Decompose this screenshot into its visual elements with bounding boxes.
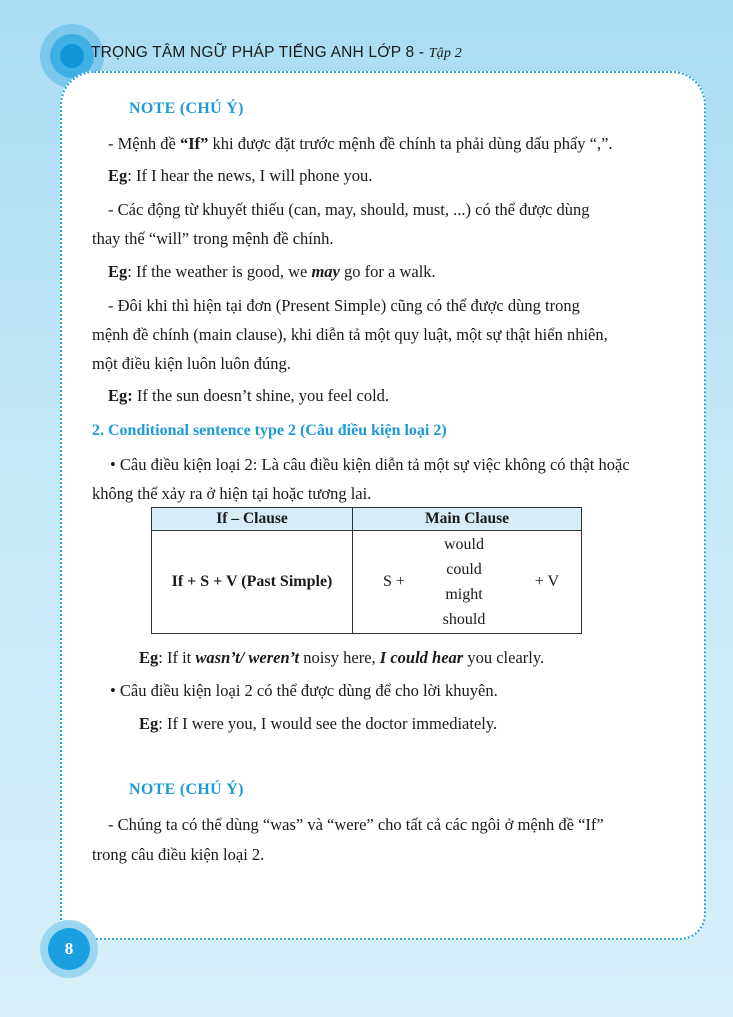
example-label: Eg xyxy=(108,166,128,185)
note-paragraph: - Đôi khi thì hiện tại đơn (Present Simple) cũng có thể được dùng trong xyxy=(108,296,580,315)
note-heading: NOTE (CHÚ Ý) xyxy=(129,100,244,117)
example-emphasis: I could hear xyxy=(379,648,464,667)
note-paragraph: - Các động từ khuyết thiếu (can, may, should, must, ...) có thể được dùng xyxy=(108,200,590,219)
note-paragraph: - Chúng ta có thể dùng “was” và “were” cho tất cả các ngôi ở mệnh đề “If” xyxy=(108,815,604,834)
example-label: Eg: xyxy=(108,386,133,405)
example-emphasis: may xyxy=(311,262,340,281)
note-heading: NOTE (CHÚ Ý) xyxy=(129,781,244,798)
bullet-paragraph: • Câu điều kiện loại 2: Là câu điều kiện diễn tả một sự việc không có thật hoặc xyxy=(110,455,630,474)
note-paragraph-cont: mệnh đề chính (main clause), khi diễn tả một quy luật, một sự thật hiển nhiên, xyxy=(92,325,608,344)
example-text: If the sun doesn’t shine, you feel cold. xyxy=(132,386,390,405)
text-run: - Mệnh đề xyxy=(108,134,180,153)
text-run: khi được đặt trước mệnh đề chính ta phải dùng dấu phẩy “,”. xyxy=(208,134,613,153)
book-volume: Tập 2 xyxy=(428,46,462,61)
grammar-table xyxy=(151,507,582,634)
note-paragraph xyxy=(108,134,613,154)
text-run-bold: “If” xyxy=(179,134,209,153)
example-text: : If I were you, I would see the doctor immediately. xyxy=(158,714,498,733)
book-title-text: TRỌNG TÂM NGỮ PHÁP TIẾNG ANH LỚP 8 - xyxy=(91,44,429,61)
bullet-paragraph: • Câu điều kiện loại 2 có thể được dùng để cho lời khuyên. xyxy=(110,681,498,700)
table-header-if-clause: If – Clause xyxy=(152,508,353,531)
example-label: Eg xyxy=(139,648,159,667)
example-text: noisy here, xyxy=(299,648,380,667)
modal-verb: would xyxy=(444,536,484,553)
note-paragraph-cont: một điều kiện luôn luôn đúng. xyxy=(92,354,291,373)
example-emphasis: wasn’t/ weren’t xyxy=(195,648,300,667)
example-text: go for a walk. xyxy=(339,262,436,281)
table-header-main-clause: Main Clause xyxy=(353,508,582,531)
example xyxy=(139,714,497,734)
page-number: 8 xyxy=(48,928,90,970)
example xyxy=(108,166,372,186)
modal-verb: could xyxy=(446,561,482,578)
book-title xyxy=(91,44,462,62)
example xyxy=(139,648,544,668)
modal-verb: might xyxy=(445,586,483,603)
note-paragraph-cont: thay thế “will” trong mệnh đề chính. xyxy=(92,229,334,248)
example xyxy=(108,386,389,406)
example-label: Eg xyxy=(108,262,128,281)
example xyxy=(108,262,436,282)
main-clause-verb: + V xyxy=(534,573,559,590)
example-text: : If the weather is good, we xyxy=(127,262,312,281)
bullet-paragraph-cont: không thể xảy ra ở hiện tại hoặc tương lai. xyxy=(92,484,372,503)
modal-verb-list xyxy=(441,535,487,635)
example-text: : If I hear the news, I will phone you. xyxy=(127,166,373,185)
example-text: : If it xyxy=(158,648,196,667)
header-decoration-inner xyxy=(60,44,84,68)
example-label: Eg xyxy=(139,714,159,733)
main-clause-formula xyxy=(353,531,582,634)
modal-verb: should xyxy=(442,611,486,628)
example-text: you clearly. xyxy=(463,648,545,667)
note-paragraph-cont: trong câu điều kiện loại 2. xyxy=(92,845,265,864)
main-clause-subject: S + xyxy=(383,573,405,590)
section-heading: 2. Conditional sentence type 2 (Câu điều kiện loại 2) xyxy=(92,422,447,439)
if-clause-formula: If + S + V (Past Simple) xyxy=(152,531,353,634)
